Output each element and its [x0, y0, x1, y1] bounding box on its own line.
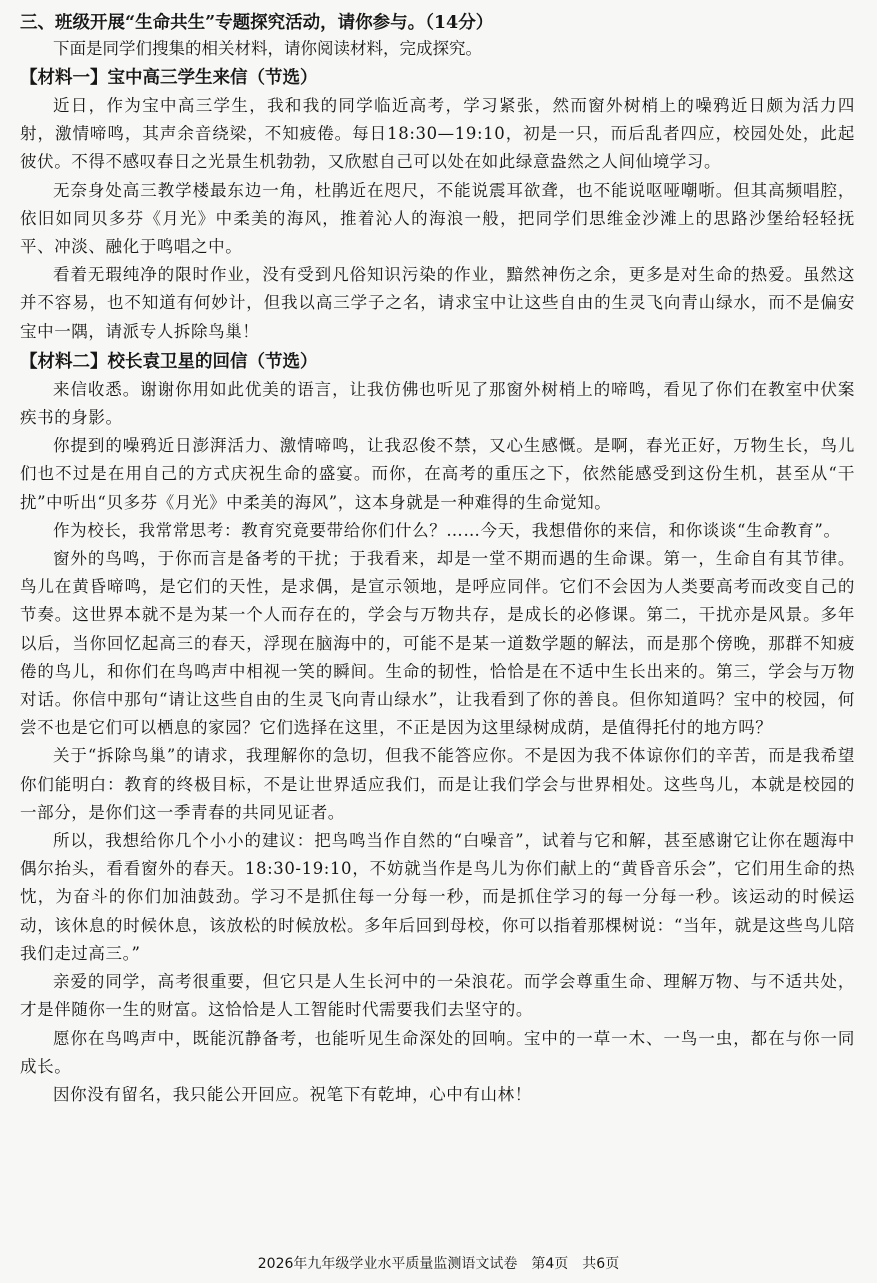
material-1-title: 【材料一】宝中高三学生来信（节选） [20, 68, 318, 88]
material-2-paragraph: 窗外的鸟鸣，于你而言是备考的干扰；于我看来，却是一堂不期而遇的生命课。第一，生命自有其节律。鸟儿在黄昏啼鸣，是它们的天性，是求偶，是宣示领地，是呼应同伴。它们不会因为人类要高考而改变自己的节奏。这世界本就不是为某一个人而存在的，学会与万物共存，是成长的必修课。第二，干扰亦是风景。多年以后，当你回忆起高三的春天，浮现在脑海中的，可能不是某一道数学题的解法，而是那个傍晚，那群不知疲倦的鸟儿，和你们在鸟鸣声中相视一笑的瞬间。生命的韧性，恰恰是在不适中生长出来的。第三，学会与万物对话。你信中那句“请让这些自由的生灵飞向青山绿水”，让我看到了你的善良。但你知道吗？宝中的校园，何尝不也是它们可以栖息的家园？它们选择在这里，不正是因为这里绿树成荫，是值得托付的地方吗？ [20, 549, 855, 738]
material-2-paragraph: 亲爱的同学，高考很重要，但它只是人生长河中的一朵浪花。而学会尊重生命、理解万物、与不适共处，才是伴随你一生的财富。这恰恰是人工智能时代需要我们去坚守的。 [20, 972, 855, 1020]
material-2-paragraph: 作为校长，我常常思考：教育究竟要带给你们什么？……今天，我想借你的来信，和你谈谈“生命教育”。 [53, 520, 841, 540]
material-2-paragraph: 愿你在鸟鸣声中，既能沉静备考，也能听见生命深处的回响。宝中的一草一木、一鸟一虫，都在与你一同成长。 [20, 1028, 855, 1076]
material-1-paragraph: 近日，作为宝中高三学生，我和我的同学临近高考，学习紧张，然而窗外树梢上的噪鸦近日颇为活力四射，激情啼鸣，其声余音绕梁，不知疲倦。每日18:30—19:10，初是一只，而后乱者四应，校园处处，此起彼伏。不得不感叹春日之光景生机勃勃，又欣慰自己可以处在如此绿意盎然之人间仙境学习。 [20, 96, 855, 172]
material-2-paragraph: 来信收悉。谢谢你用如此优美的语言，让我仿佛也听见了那窗外树梢上的啼鸣，看见了你们在教室中伏案疾书的身影。 [20, 379, 855, 428]
material-1-paragraph: 看着无瑕纯净的限时作业，没有受到凡俗知识污染的作业，黯然神伤之余，更多是对生命的热爱。虽然这并不容易，也不知道有何妙计，但我以高三学子之名，请求宝中让这些自由的生灵飞向青山绿水，而不是偏安宝中一隅，请派专人拆除鸟巢！ [20, 265, 855, 341]
page-footer: 2026年九年级学业水平质量监测语文试卷 第4页 共6页 [257, 1256, 620, 1272]
material-2-paragraph: 因你没有留名，我只能公开回应。祝笔下有乾坤，心中有山林！ [53, 1084, 532, 1104]
section-title: 三、班级开展“生命共生”专题探究活动，请你参与。（14分） [20, 13, 494, 33]
material-2-paragraph: 关于“拆除鸟巢”的请求，我理解你的急切，但我不能答应你。不是因为我不体谅你们的辛苦，而是我希望你们能明白：教育的终极目标，不是让世界适应我们，而是让我们学会与世界相处。这些鸟儿，本就是校园的一部分，是你们这一季青春的共同见证者。 [20, 746, 855, 822]
material-2-title: 【材料二】校长袁卫星的回信（节选） [20, 351, 318, 372]
material-1-paragraph: 无奈身处高三教学楼最东边一角，杜鹃近在咫尺，不能说震耳欲聋，也不能说呕哑嘲哳。但其高频唱腔，依旧如同贝多芬《月光》中柔美的海风，推着沁人的海浪一般，把同学们思维金沙滩上的思路沙堡给轻轻抚平、冲淡、融化于鸣唱之中。 [20, 180, 855, 257]
material-2-paragraph: 所以，我想给你几个小小的建议：把鸟鸣当作自然的“白噪音”，试着与它和解，甚至感谢它让你在题海中偶尔抬头，看看窗外的春天。18:30-19:10，不妨就当作是鸟儿为你们献上的“黄昏音乐会”，它们用生命的热忱，为奋斗的你们加油鼓劲。学习不是抓住每一分每一秒，而是抓住学习的每一分每一秒。该运动的时候运动，该休息的时候休息，该放松的时候放松。多年后回到母校，你可以指着那棵树说：“当年，就是这些鸟儿陪我们走过高三。” [20, 831, 855, 963]
section-intro: 下面是同学们搜集的相关材料，请你阅读材料，完成探究。 [53, 39, 482, 58]
material-2-paragraph: 你提到的噪鸦近日澎湃活力、激情啼鸣，让我忍俊不禁，又心生感慨。是啊，春光正好，万物生长，鸟儿们也不过是在用自己的方式庆祝生命的盛宴。而你，在高考的重压之下，依然能感受到这份生机，甚至从“干扰”中听出“贝多芬《月光》中柔美的海风”，这本身就是一种难得的生命觉知。 [20, 436, 855, 512]
